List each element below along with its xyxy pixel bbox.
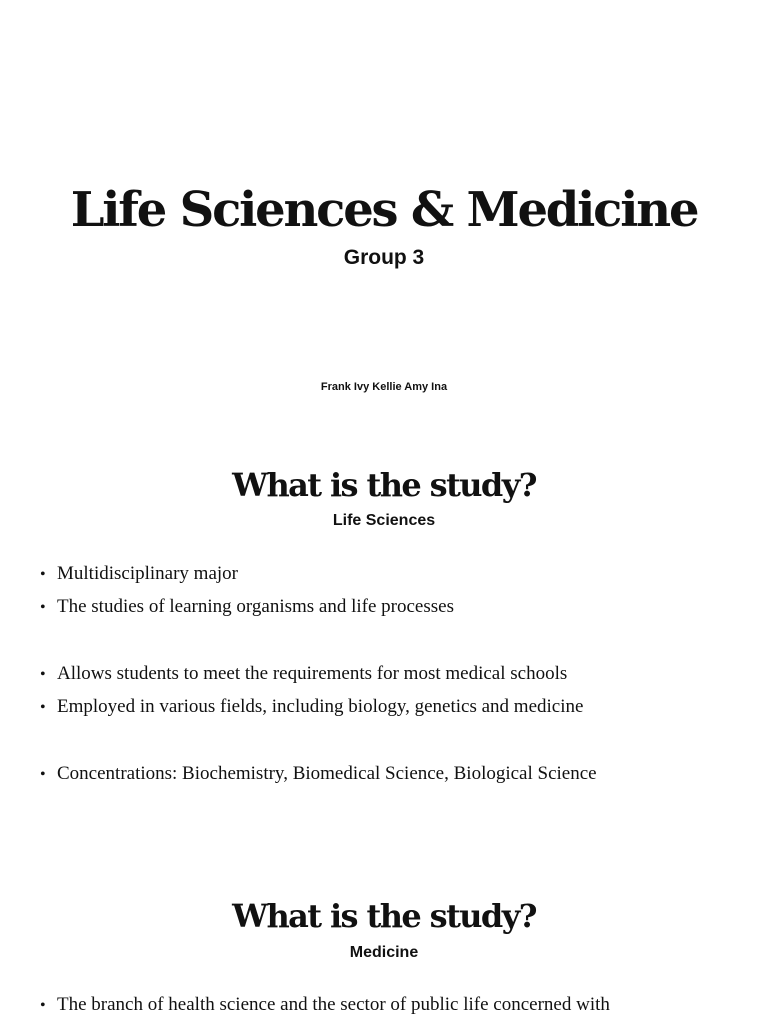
- bullet-text: Concentrations: Biochemistry, Biomedical Science, Biological Science: [57, 763, 597, 784]
- author-list: Frank Ivy Kellie Amy Ina: [320, 381, 448, 393]
- bullet-item: [40, 762, 740, 787]
- bullet-text: Employed in various fields, including biology, genetics and medicine: [57, 696, 584, 717]
- bullet-icon: •: [40, 666, 46, 683]
- section-subheading-life-sciences: Life Sciences: [332, 512, 436, 529]
- section-heading-life-sciences: What is the study?: [232, 466, 536, 504]
- bullet-text: Multidisciplinary major: [57, 563, 239, 584]
- bullet-item: [40, 662, 740, 687]
- section-subheading-medicine: Medicine: [349, 944, 419, 961]
- bullet-icon: •: [40, 997, 46, 1014]
- bullet-icon: •: [40, 699, 46, 716]
- bullet-item: [40, 993, 740, 1018]
- bullet-icon: •: [40, 566, 46, 583]
- bullet-text: Allows students to meet the requirements for most medical schools: [57, 663, 568, 684]
- page-title: Life Sciences & Medicine: [70, 182, 698, 238]
- bullet-text: The studies of learning organisms and life processes: [57, 596, 454, 617]
- page-subtitle: Group 3: [343, 246, 425, 269]
- section-heading-medicine: What is the study?: [232, 897, 536, 935]
- bullet-icon: •: [40, 766, 46, 783]
- bullet-icon: •: [40, 599, 46, 616]
- bullet-item: [40, 595, 740, 620]
- bullet-item: [40, 695, 740, 720]
- bullet-text: The branch of health science and the sector of public life concerned with: [57, 994, 610, 1015]
- bullet-item: [40, 562, 740, 587]
